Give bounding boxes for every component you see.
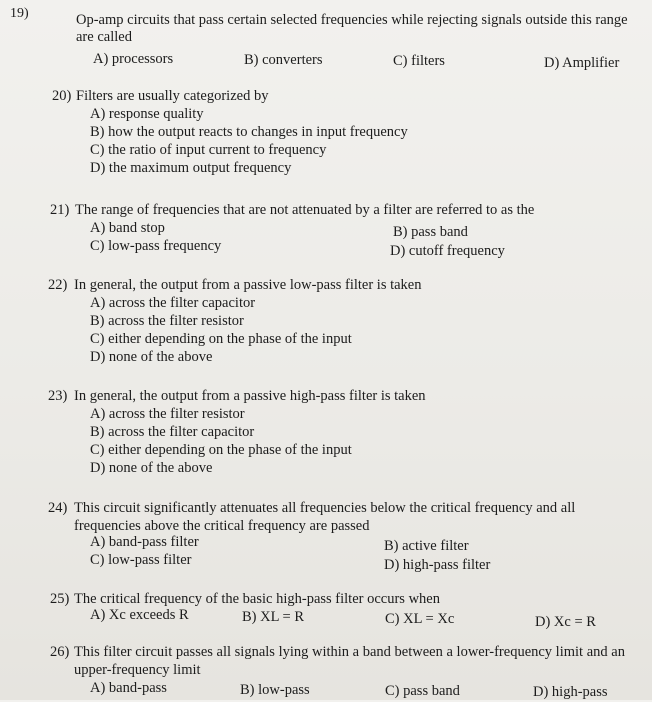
answer-option-c[interactable]: C) pass band	[385, 683, 460, 699]
answer-option-c[interactable]: C) low-pass frequency	[90, 238, 222, 254]
answer-option-b[interactable]: B) across the filter resistor	[90, 313, 244, 329]
answer-option-a[interactable]: A) Xc exceeds R	[90, 607, 189, 623]
answer-option-c[interactable]: C) the ratio of input current to frequency	[90, 142, 327, 158]
answer-option-a[interactable]: A) across the filter resistor	[90, 406, 245, 422]
question-text-line: Filters are usually categorized by	[76, 88, 269, 104]
answer-option-b[interactable]: B) pass band	[393, 224, 468, 240]
answer-option-a[interactable]: A) processors	[93, 51, 174, 67]
answer-option-d[interactable]: D) Amplifier	[544, 55, 620, 71]
answer-option-d[interactable]: D) none of the above	[90, 460, 213, 476]
question-number: 22)	[48, 277, 68, 293]
answer-option-d[interactable]: D) high-pass filter	[384, 557, 491, 573]
answer-option-c[interactable]: C) filters	[393, 53, 445, 69]
answer-option-a[interactable]: A) across the filter capacitor	[90, 295, 256, 311]
question-number: 24)	[48, 500, 68, 516]
answer-option-c[interactable]: C) XL = Xc	[385, 611, 455, 627]
question-text-line: frequencies above the critical frequency are passed	[74, 518, 370, 534]
answer-option-a[interactable]: A) band-pass filter	[90, 534, 199, 550]
question-number: 19)	[10, 6, 29, 21]
answer-option-b[interactable]: B) how the output reacts to changes in input frequency	[90, 124, 408, 140]
question-text-line: In general, the output from a passive high-pass filter is taken	[74, 388, 426, 404]
question-text-line: The critical frequency of the basic high-pass filter occurs when	[74, 591, 440, 607]
answer-option-a[interactable]: A) band-pass	[90, 680, 167, 696]
question-number: 23)	[48, 388, 68, 404]
question-number: 21)	[50, 202, 70, 218]
answer-option-c[interactable]: C) either depending on the phase of the input	[90, 442, 352, 458]
question-text-line: This circuit significantly attenuates all frequencies below the critical frequency and all	[74, 500, 576, 516]
question-text-line: are called	[76, 29, 132, 45]
answer-option-a[interactable]: A) response quality	[90, 106, 204, 122]
answer-option-b[interactable]: B) low-pass	[240, 682, 310, 698]
answer-option-d[interactable]: D) high-pass	[533, 684, 608, 700]
answer-option-d[interactable]: D) cutoff frequency	[390, 243, 505, 259]
question-number: 25)	[50, 591, 70, 607]
answer-option-d[interactable]: D) Xc = R	[535, 614, 596, 630]
answer-option-b[interactable]: B) active filter	[384, 538, 469, 554]
answer-option-d[interactable]: D) none of the above	[90, 349, 213, 365]
answer-option-a[interactable]: A) band stop	[90, 220, 165, 236]
question-text-line: In general, the output from a passive low-pass filter is taken	[74, 277, 422, 293]
question-text-line: This filter circuit passes all signals lying within a band between a lower-frequency limit and an	[74, 644, 625, 660]
answer-option-b[interactable]: B) across the filter capacitor	[90, 424, 255, 440]
answer-option-c[interactable]: C) low-pass filter	[90, 552, 192, 568]
question-text-line: Op-amp circuits that pass certain selected frequencies while rejecting signals outside this range	[76, 12, 628, 28]
question-text-line: The range of frequencies that are not attenuated by a filter are referred to as the	[75, 202, 535, 218]
question-number: 20)	[52, 88, 72, 104]
question-text-line: upper-frequency limit	[74, 662, 201, 678]
question-number: 26)	[50, 644, 70, 660]
answer-option-d[interactable]: D) the maximum output frequency	[90, 160, 292, 176]
answer-option-c[interactable]: C) either depending on the phase of the input	[90, 331, 352, 347]
answer-option-b[interactable]: B) XL = R	[242, 609, 305, 625]
answer-option-b[interactable]: B) converters	[244, 52, 323, 68]
question-19	[0, 0, 652, 80]
